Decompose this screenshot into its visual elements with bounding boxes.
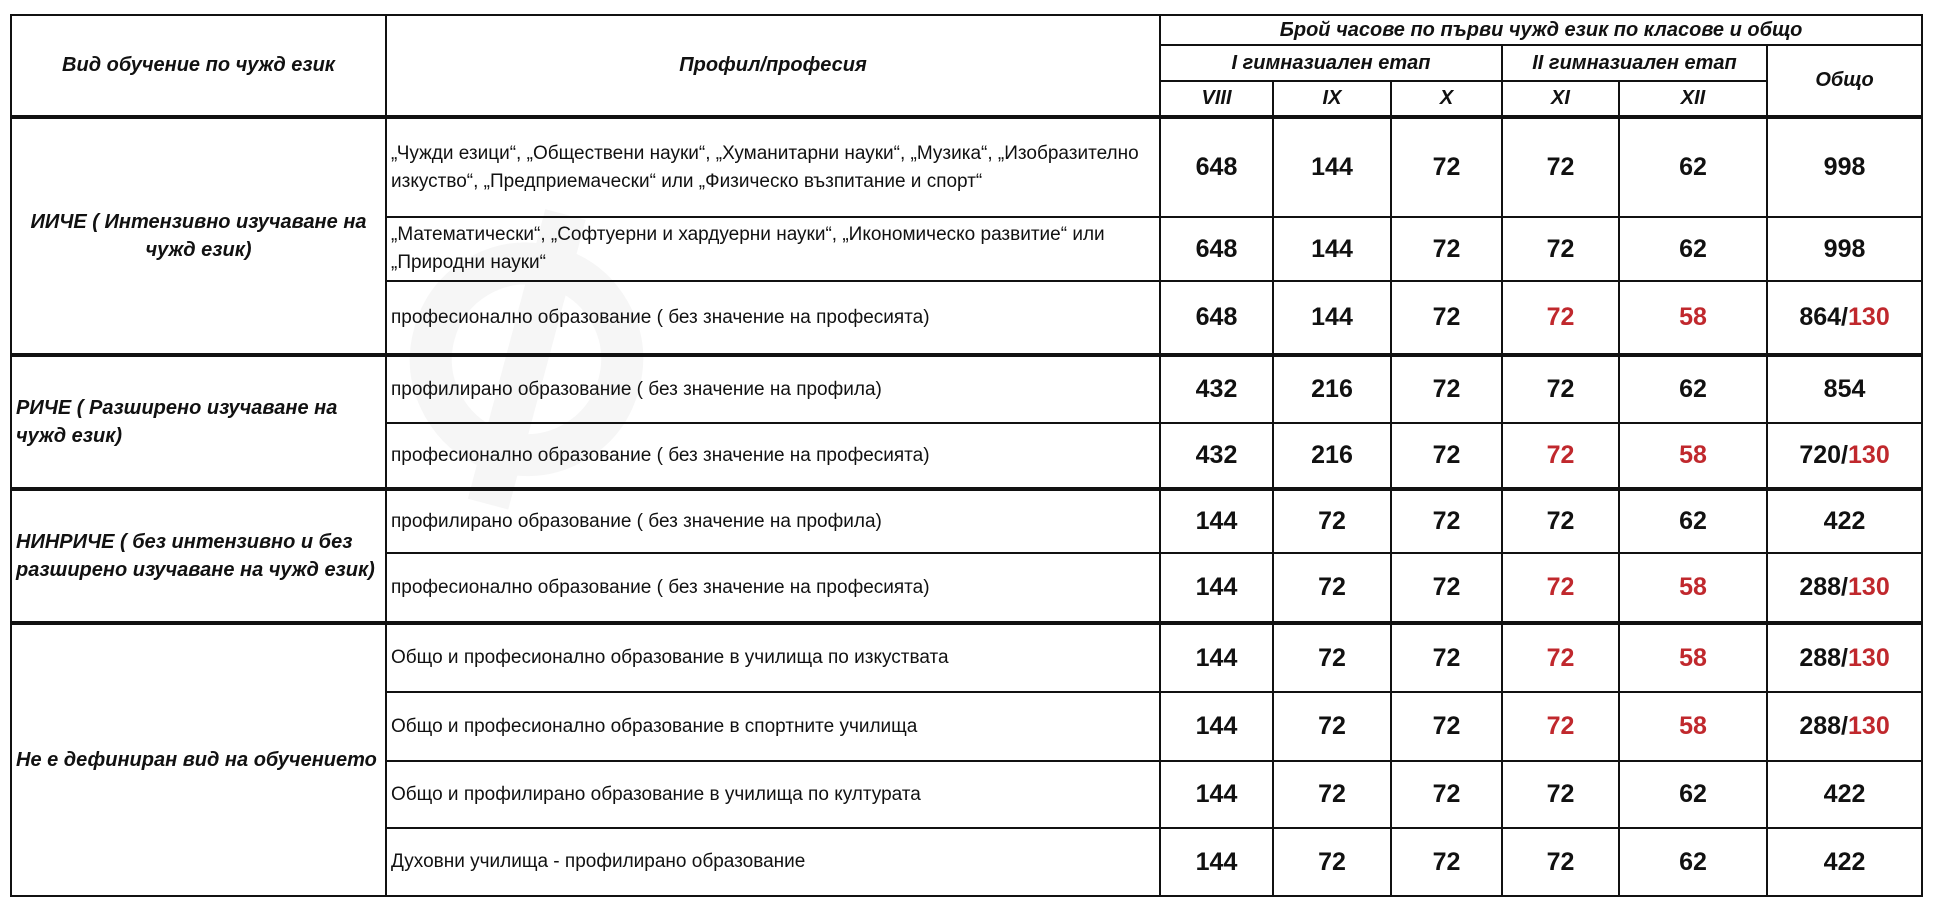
- total-value: 288/: [1799, 643, 1849, 672]
- hours-cell: 72: [1391, 692, 1502, 761]
- profile-cell: Общо и професионално образование в спортните училища: [386, 692, 1160, 761]
- hours-cell: 72: [1273, 489, 1391, 553]
- profile-cell: Общо и професионално образование в училища по изкуствата: [386, 623, 1160, 692]
- hours-cell: 144: [1160, 761, 1273, 828]
- hours-cell: 62: [1619, 489, 1767, 553]
- total-cell: [1767, 828, 1922, 896]
- hours-cell: 72: [1502, 423, 1619, 489]
- hours-cell: 72: [1502, 117, 1619, 217]
- hours-cell: 58: [1619, 623, 1767, 692]
- hours-cell: 432: [1160, 355, 1273, 423]
- total-value: 998: [1823, 153, 1866, 181]
- hours-cell: 72: [1391, 281, 1502, 355]
- total-cell: [1767, 281, 1922, 355]
- header-class: VIII: [1160, 81, 1273, 117]
- hours-cell: 62: [1619, 117, 1767, 217]
- header-profile: Профил/професия: [386, 15, 1160, 117]
- hours-cell: 648: [1160, 217, 1273, 281]
- total-value: 422: [1823, 780, 1866, 808]
- hours-cell: 72: [1273, 761, 1391, 828]
- total-red-value: 130: [1848, 573, 1890, 601]
- table-row: [11, 623, 1922, 692]
- hours-cell: 72: [1273, 828, 1391, 896]
- total-cell: [1767, 761, 1922, 828]
- hours-cell: 144: [1160, 489, 1273, 553]
- hours-cell: 72: [1391, 423, 1502, 489]
- hours-cell: 144: [1160, 692, 1273, 761]
- hours-cell: 144: [1273, 117, 1391, 217]
- hours-cell: 144: [1160, 553, 1273, 623]
- header-total: Общо: [1767, 45, 1922, 117]
- training-kind: Не е дефиниран вид на обучението: [11, 623, 386, 896]
- total-value: 864/: [1799, 303, 1849, 331]
- hours-cell: 58: [1619, 692, 1767, 761]
- header-hours: Брой часове по първи чужд език по класове и общо: [1160, 15, 1922, 45]
- hours-cell: 72: [1391, 623, 1502, 692]
- total-cell: [1767, 623, 1922, 692]
- hours-cell: 72: [1391, 355, 1502, 423]
- hours-cell: 72: [1502, 489, 1619, 553]
- total-red-value: 130: [1848, 441, 1890, 469]
- training-kind: ИИЧЕ ( Интензивно изучаване на чужд език): [11, 117, 386, 355]
- header-class: XI: [1502, 81, 1619, 117]
- hours-cell: 144: [1273, 217, 1391, 281]
- hours-cell: 144: [1273, 281, 1391, 355]
- total-cell: [1767, 489, 1922, 553]
- hours-cell: 648: [1160, 117, 1273, 217]
- hours-cell: 72: [1391, 828, 1502, 896]
- profile-cell: професионално образование ( без значение на професията): [386, 281, 1160, 355]
- hours-cell: 72: [1273, 623, 1391, 692]
- hours-cell: 144: [1160, 623, 1273, 692]
- total-cell: [1767, 692, 1922, 761]
- profile-cell: Духовни училища - профилирано образование: [386, 828, 1160, 896]
- hours-cell: 72: [1391, 217, 1502, 281]
- total-cell: [1767, 117, 1922, 217]
- training-kind: НИНРИЧЕ ( без интензивно и без разширено изучаване на чужд език): [11, 489, 386, 623]
- training-kind: РИЧЕ ( Разширено изучаване на чужд език): [11, 355, 386, 489]
- hours-cell: 72: [1502, 623, 1619, 692]
- hours-cell: 58: [1619, 553, 1767, 623]
- header-class: IX: [1273, 81, 1391, 117]
- hours-cell: 72: [1391, 761, 1502, 828]
- total-value: 422: [1823, 507, 1866, 535]
- total-red-value: 130: [1848, 303, 1890, 331]
- hours-cell: 648: [1160, 281, 1273, 355]
- header-class: X: [1391, 81, 1502, 117]
- table-row: [11, 117, 1922, 217]
- hours-cell: 216: [1273, 355, 1391, 423]
- hours-cell: 62: [1619, 217, 1767, 281]
- profile-cell: „Математически“, „Софтуерни и хардуерни науки“, „Икономическо развитие“ или „Природни науки“: [386, 217, 1160, 281]
- profile-cell: Общо и профилирано образование в училища по културата: [386, 761, 1160, 828]
- hours-cell: 72: [1502, 355, 1619, 423]
- hours-cell: 62: [1619, 355, 1767, 423]
- hours-cell: 432: [1160, 423, 1273, 489]
- hours-cell: 72: [1502, 281, 1619, 355]
- hours-cell: 72: [1502, 692, 1619, 761]
- total-cell: [1767, 355, 1922, 423]
- total-value: 854: [1823, 375, 1866, 403]
- total-cell: [1767, 423, 1922, 489]
- header-stage1: I гимназиален етап: [1160, 45, 1502, 81]
- total-value: 720/: [1799, 441, 1849, 469]
- total-cell: [1767, 217, 1922, 281]
- hours-cell: 72: [1502, 761, 1619, 828]
- hours-cell: 62: [1619, 761, 1767, 828]
- total-value: 422: [1823, 847, 1866, 876]
- hours-cell: 72: [1391, 489, 1502, 553]
- hours-cell: 72: [1502, 828, 1619, 896]
- profile-cell: профилирано образование ( без значение на профила): [386, 489, 1160, 553]
- header-stage2: II гимназиален етап: [1502, 45, 1767, 81]
- hours-cell: 72: [1391, 553, 1502, 623]
- hours-cell: 72: [1391, 117, 1502, 217]
- hours-table: [10, 14, 1923, 897]
- profile-cell: професионално образование ( без значение на професията): [386, 553, 1160, 623]
- total-red-value: 130: [1848, 643, 1890, 672]
- hours-cell: 72: [1273, 692, 1391, 761]
- hours-cell: 72: [1502, 553, 1619, 623]
- hours-cell: 216: [1273, 423, 1391, 489]
- hours-cell: 72: [1273, 553, 1391, 623]
- hours-cell: 144: [1160, 828, 1273, 896]
- table-row: [11, 355, 1922, 423]
- header-kind: Вид обучение по чужд език: [11, 15, 386, 117]
- total-value: 288/: [1799, 712, 1849, 740]
- profile-cell: „Чужди езици“, „Обществени науки“, „Хуманитарни науки“, „Музика“, „Изобразително изкуство“, „Предприемачески“ или „Физическо възпитание и спорт“: [386, 117, 1160, 217]
- table-row: [11, 489, 1922, 553]
- profile-cell: професионално образование ( без значение на професията): [386, 423, 1160, 489]
- hours-cell: 72: [1502, 217, 1619, 281]
- total-value: 288/: [1799, 573, 1849, 601]
- total-cell: [1767, 553, 1922, 623]
- total-value: 998: [1823, 234, 1866, 263]
- total-red-value: 130: [1848, 712, 1890, 740]
- hours-cell: 62: [1619, 828, 1767, 896]
- header-class: XII: [1619, 81, 1767, 117]
- hours-cell: 58: [1619, 281, 1767, 355]
- profile-cell: профилирано образование ( без значение на профила): [386, 355, 1160, 423]
- hours-cell: 58: [1619, 423, 1767, 489]
